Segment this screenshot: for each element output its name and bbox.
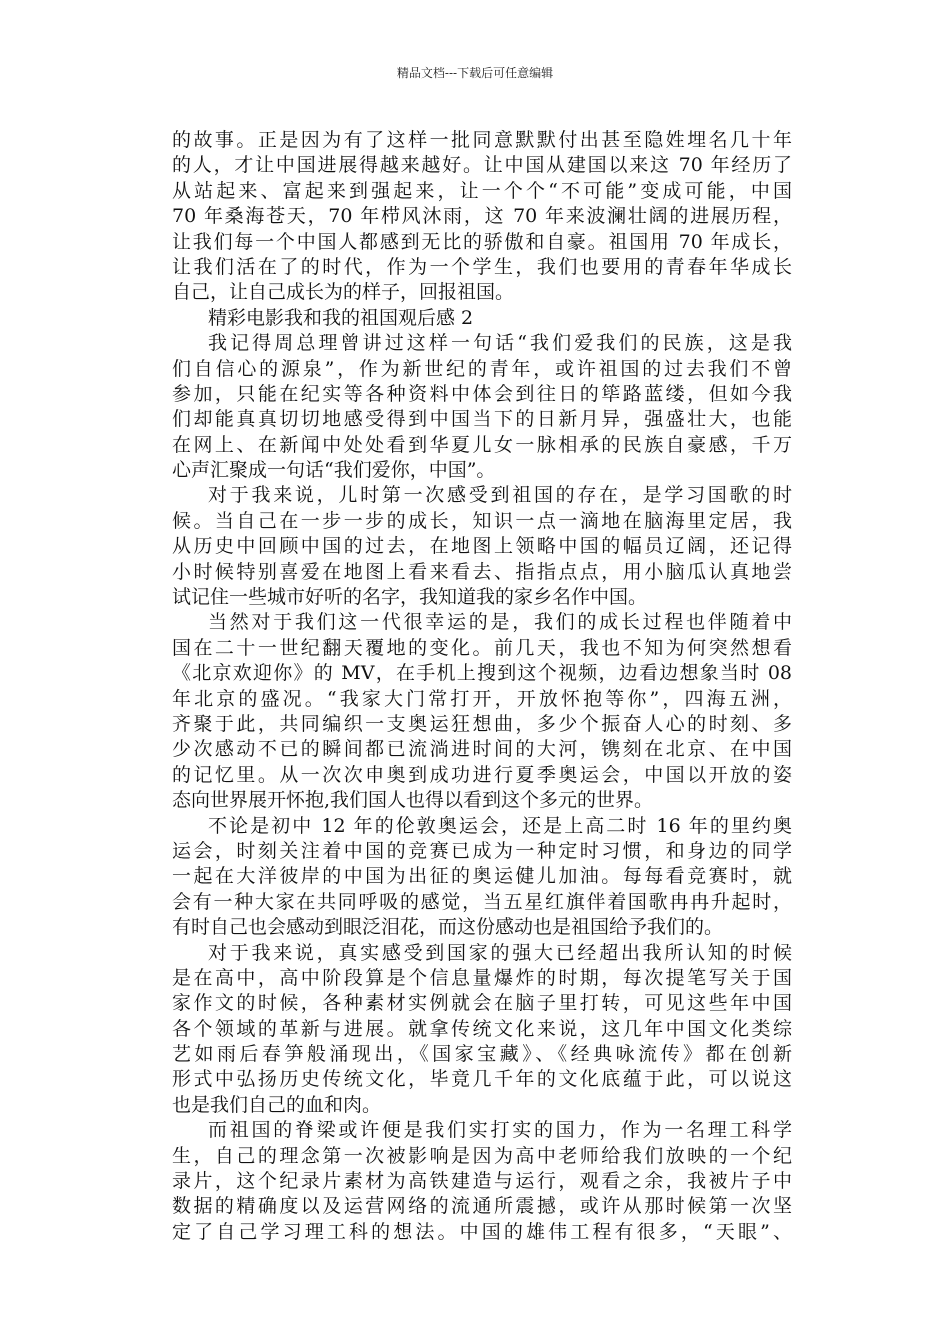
text-line: 少次感动不已的瞬间都已流淌进时间的大河，镌刻在北京、在中国	[172, 738, 792, 761]
text-line: 不论是初中 12 年的伦敦奥运会，还是上高二时 16 年的里约奥	[208, 814, 792, 837]
text-line: 会有一种大家在共同呼吸的感觉，当五星红旗伴着国歌冉冉升起时，	[172, 890, 792, 913]
text-line: 也是我们自己的血和肉。	[172, 1093, 382, 1116]
text-line: 形式中弘扬历史传统文化，毕竟几千年的文化底蕴于此，可以说这	[172, 1068, 792, 1091]
text-line: 齐聚于此，共同编织一支奥运狂想曲，多少个振奋人心的时刻、多	[172, 712, 792, 735]
section-heading: 精彩电影我和我的祖国观后感 2	[208, 306, 474, 329]
text-line: 对于我来说，真实感受到国家的强大已经超出我所认知的时候	[208, 941, 792, 964]
text-line: 当然对于我们这一代很幸运的是，我们的成长过程也伴随着中	[208, 611, 792, 634]
text-line: 参加，只能在纪实等各种资料中体会到往日的筚路蓝缕，但如今我	[172, 382, 792, 405]
text-line: 在网上、在新闻中处处看到华夏儿女一脉相承的民族自豪感，千万	[172, 433, 792, 456]
text-line: 让我们每一个中国人都感到无比的骄傲和自豪。祖国用 70 年成长，	[172, 230, 792, 253]
text-line: 我记得周总理曾讲过这样一句话“我们爱我们的民族，这是我	[208, 332, 792, 355]
text-line: 自己，让自己成长为的样子，回报祖国。	[172, 281, 515, 304]
text-line: 艺如雨后春笋般涌现出，《国家宝藏》、《经典咏流传》都在创新	[172, 1043, 792, 1066]
text-line: 小时候特别喜爱在地图上看来看去、指指点点，用小脑瓜认真地尝	[172, 560, 792, 583]
text-line: 70 年桑海苍天，70 年栉风沐雨，这 70 年来波澜壮阔的进展历程，	[172, 205, 792, 228]
text-line: 家作文的时候，各种素材实例就会在脑子里打转，可见这些年中国	[172, 992, 792, 1015]
text-line: 的故事。正是因为有了这样一批同意默默付出甚至隐姓埋名几十年	[172, 129, 792, 151]
text-line: 而祖国的脊梁或许便是我们实打实的国力，作为一名理工科学	[208, 1119, 792, 1142]
text-line: 是在高中，高中阶段算是个信息量爆炸的时期，每次提笔写关于国	[172, 966, 792, 989]
text-line: 的人，才让中国进展得越来越好。让中国从建国以来这 70 年经历了	[172, 154, 792, 177]
text-line: 运会，时刻关注着中国的竞赛已成为一种定时习惯，和身边的同学	[172, 839, 792, 862]
text-line: 有时自己也会感动到眼泛泪花，而这份感动也是祖国给予我们的。	[172, 916, 724, 939]
text-line: 心声汇聚成一句话“我们爱你，中国”。	[172, 459, 496, 482]
text-line: 试记住一些城市好听的名字，我知道我的家乡名作中国。	[172, 586, 648, 609]
text-line: 从历史中回顾中国的过去，在地图上领略中国的幅员辽阔，还记得	[172, 535, 792, 558]
text-line: 从站起来、富起来到强起来，让一个个“不可能”变成可能，中国	[172, 179, 792, 202]
document-body	[172, 128, 792, 1245]
text-line: 数据的精确度以及运营网络的流通所震撼，或许从那时候第一次坚	[172, 1195, 792, 1218]
text-line: 录片，这个纪录片素材为高铁建造与运行，观看之余，我被片子中	[172, 1170, 792, 1193]
text-line: 态向世界展开怀抱,我们国人也得以看到这个多元的世界。	[172, 789, 654, 812]
text-line: 《北京欢迎你》的 MV，在手机上搜到这个视频，边看边想象当时 08	[172, 662, 792, 685]
text-line: 国在二十一世纪翻天覆地的变化。前几天，我也不知为何突然想看	[172, 636, 792, 659]
text-line: 们却能真真切切地感受得到中国当下的日新月异，强盛壮大，也能	[172, 408, 792, 431]
text-line: 一起在大洋彼岸的中国为出征的奥运健儿加油。每每看竞赛时，就	[172, 865, 792, 888]
text-line: 候。当自己在一步一步的成长，知识一点一滴地在脑海里定居，我	[172, 509, 792, 532]
text-line: 年北京的盛况。“我家大门常打开，开放怀抱等你”，四海五洲，	[172, 687, 792, 710]
text-line: 对于我来说，儿时第一次感受到祖国的存在，是学习国歌的时	[208, 484, 792, 507]
text-line: 生，自己的理念第一次被影响是因为高中老师给我们放映的一个纪	[172, 1144, 792, 1167]
text-line: 们自信心的源泉”，作为新世纪的青年，或许祖国的过去我们不曾	[172, 357, 792, 380]
text-line: 定了自己学习理工科的想法。中国的雄伟工程有很多，“天眼”、	[172, 1220, 792, 1243]
text-line: 各个领域的革新与进展。就拿传统文化来说，这几年中国文化类综	[172, 1017, 792, 1040]
text-line: 的记忆里。从一次次申奥到成功进行夏季奥运会，中国以开放的姿	[172, 763, 792, 786]
page-header: 精品文档---下载后可任意编辑	[396, 66, 554, 80]
text-line: 让我们活在了的时代，作为一个学生，我们也要用的青春年华成长	[172, 255, 792, 278]
